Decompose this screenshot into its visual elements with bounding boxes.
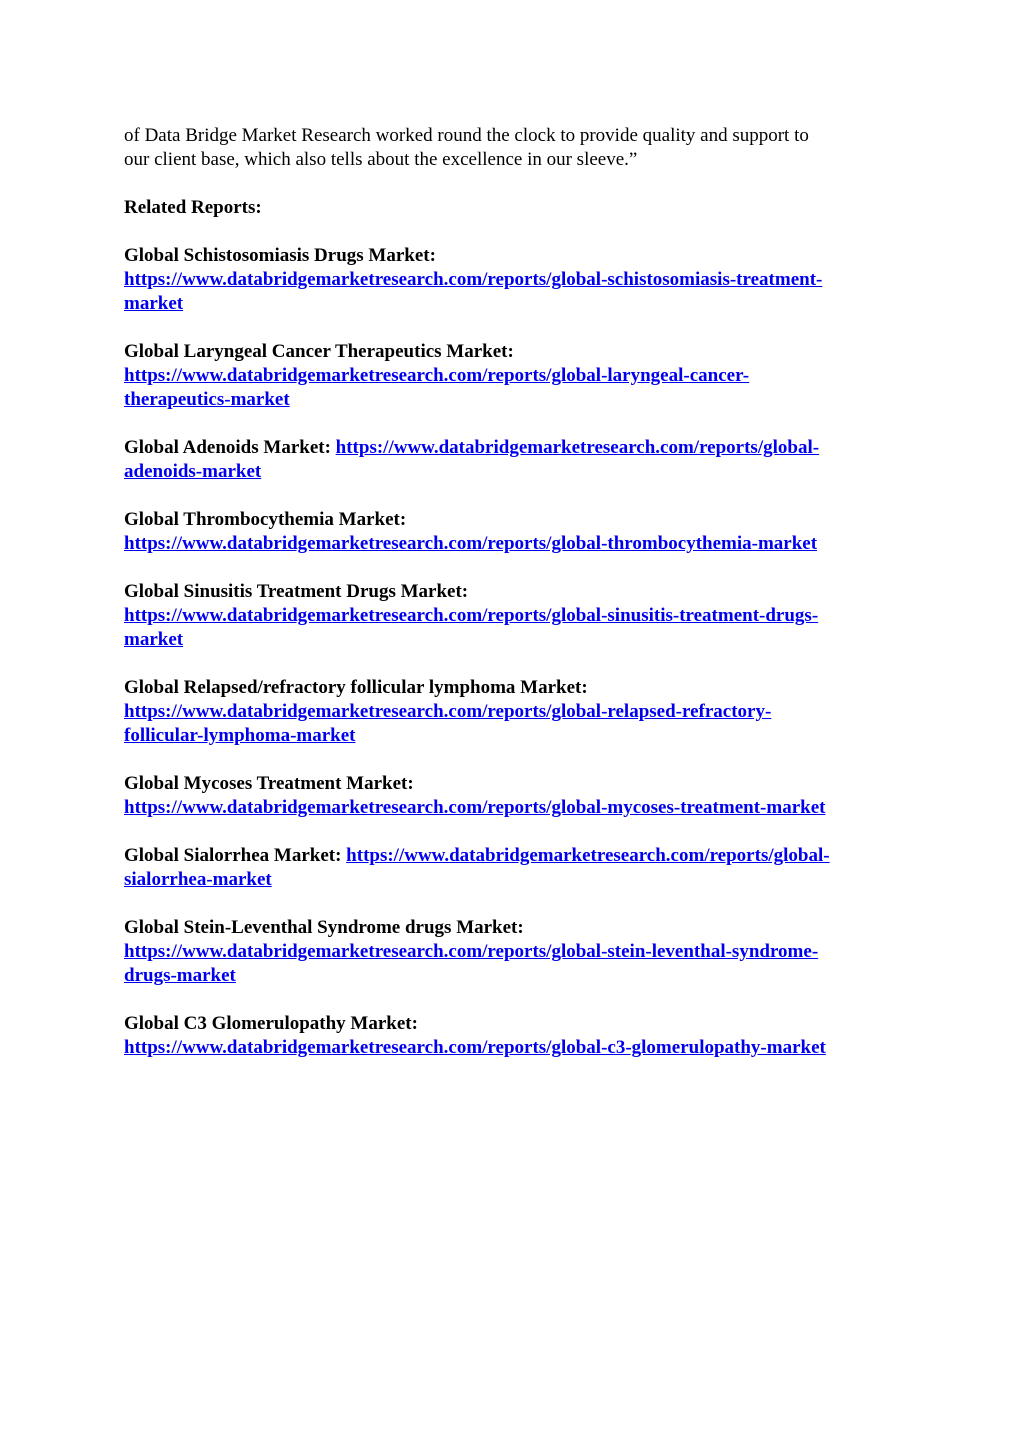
- report-entry: [124, 244, 904, 316]
- report-link-text-cont: market: [124, 293, 184, 314]
- report-link[interactable]: [124, 796, 904, 820]
- related-reports-heading: Related Reports:: [124, 197, 262, 218]
- report-entry: [124, 436, 904, 484]
- report-link-text-cont: therapeutics-market: [124, 389, 290, 410]
- intro-paragraph: [124, 124, 904, 172]
- report-title: Global Sinusitis Treatment Drugs Market:: [124, 581, 469, 602]
- report-title: Global Sialorrhea Market:: [124, 845, 342, 866]
- report-entry: [124, 772, 904, 820]
- report-link-text: https://www.databridgemarketresearch.com/reports/global-: [346, 845, 830, 866]
- report-title: Global Stein-Leventhal Syndrome drugs Market:: [124, 917, 524, 938]
- report-link-text: https://www.databridgemarketresearch.com/reports/global-thrombocythemia-market: [124, 533, 818, 554]
- report-title: Global Thrombocythemia Market:: [124, 509, 407, 530]
- intro-line-2: our client base, which also tells about the excellence in our sleeve.”: [124, 149, 638, 170]
- report-link-text-cont: adenoids-market: [124, 461, 262, 482]
- report-link[interactable]: [346, 845, 829, 866]
- report-link-text: https://www.databridgemarketresearch.com/reports/global-relapsed-refractory-: [124, 701, 772, 722]
- report-link-cont[interactable]: [124, 460, 904, 484]
- report-title: Global Relapsed/refractory follicular lymphoma Market:: [124, 677, 588, 698]
- report-link-text: https://www.databridgemarketresearch.com/reports/global-laryngeal-cancer-: [124, 365, 750, 386]
- report-entry: [124, 916, 904, 988]
- report-title: Global Schistosomiasis Drugs Market:: [124, 245, 436, 266]
- report-link[interactable]: [336, 437, 819, 458]
- report-entry: [124, 580, 904, 652]
- report-link-text-cont: sialorrhea-market: [124, 869, 272, 890]
- report-link-text-cont: market: [124, 629, 184, 650]
- report-link[interactable]: [124, 604, 904, 652]
- report-entry: [124, 340, 904, 412]
- intro-line-1: of Data Bridge Market Research worked round the clock to provide quality and support to: [124, 125, 809, 146]
- report-link-text: https://www.databridgemarketresearch.com/reports/global-c3-glomerulopathy-market: [124, 1037, 826, 1058]
- report-link-text: https://www.databridgemarketresearch.com/reports/global-: [335, 437, 820, 458]
- report-title: Global C3 Glomerulopathy Market:: [124, 1013, 418, 1034]
- report-entry: [124, 844, 904, 892]
- report-link[interactable]: [124, 1036, 904, 1060]
- report-link-text: https://www.databridgemarketresearch.com/reports/global-mycoses-treatment-market: [124, 797, 826, 818]
- report-link-text-cont: follicular-lymphoma-market: [124, 725, 356, 746]
- report-title: Global Laryngeal Cancer Therapeutics Market:: [124, 341, 514, 362]
- report-entry: [124, 508, 904, 556]
- report-link-text: https://www.databridgemarketresearch.com/reports/global-sinusitis-treatment-drugs-: [124, 605, 819, 626]
- report-link[interactable]: [124, 700, 904, 748]
- report-title: Global Adenoids Market:: [124, 437, 331, 458]
- report-link-text-cont: drugs-market: [124, 965, 236, 986]
- report-link-cont[interactable]: [124, 868, 904, 892]
- report-entry: [124, 1012, 904, 1060]
- report-link-text: https://www.databridgemarketresearch.com/reports/global-stein-leventhal-syndrome-: [124, 941, 819, 962]
- report-link[interactable]: [124, 532, 904, 556]
- report-link[interactable]: [124, 364, 904, 412]
- document-page: [124, 124, 904, 1084]
- report-link-text: https://www.databridgemarketresearch.com/reports/global-schistosomiasis-treatment-: [124, 269, 823, 290]
- report-link[interactable]: [124, 940, 904, 988]
- report-entry: [124, 676, 904, 748]
- report-link[interactable]: [124, 268, 904, 316]
- report-title: Global Mycoses Treatment Market:: [124, 773, 414, 794]
